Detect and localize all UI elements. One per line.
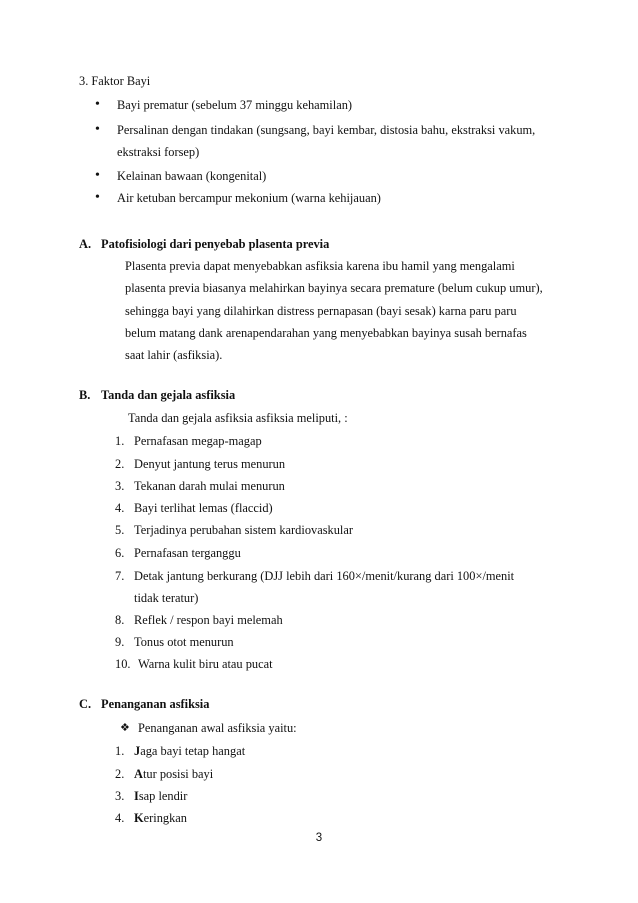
list-number: 9. (115, 635, 125, 649)
list-number: 2. (115, 457, 125, 471)
list-number: 4. (115, 811, 125, 825)
list-item: Pernafasan megap-magap (134, 434, 262, 448)
list-number: 1. (115, 434, 125, 448)
faktor-bayi-item: Persalinan dengan tindakan (sungsang, bayi kembar, distosia bahu, ekstraksi vakum, (117, 123, 536, 137)
section-c-letter: C. (79, 697, 92, 711)
list-item: Pernafasan terganggu (134, 546, 241, 560)
list-item-rest: eringkan (143, 811, 187, 825)
bullet-icon: • (95, 168, 100, 183)
list-number: 6. (115, 546, 125, 560)
list-number: 8. (115, 613, 125, 627)
section-c-title: Penanganan asfiksia (101, 697, 210, 711)
list-item-initial: K (134, 811, 144, 825)
list-item-continued: tidak teratur) (134, 591, 199, 605)
list-number: 5. (115, 523, 125, 537)
list-number: 10. (115, 657, 131, 671)
list-item (134, 743, 245, 759)
section-a-paragraph-line: belum matang dank arenapendarahan yang menyebabkan bayinya susah bernafas (125, 326, 527, 340)
section-a-paragraph-line: Plasenta previa dapat menyebabkan asfiksia karena ibu hamil yang mengalami (125, 259, 515, 273)
section-b-letter: B. (79, 388, 91, 402)
list-number: 4. (115, 501, 125, 515)
list-number: 2. (115, 767, 125, 781)
bullet-icon: • (95, 190, 100, 205)
list-number: 7. (115, 569, 125, 583)
list-item-rest: sap lendir (138, 789, 188, 803)
bullet-icon: • (95, 122, 100, 137)
list-item-rest: tur posisi bayi (142, 767, 214, 781)
list-item (134, 810, 187, 826)
list-number: 3. (115, 479, 125, 493)
list-item: Terjadinya perubahan sistem kardiovaskular (134, 523, 353, 537)
list-item-rest: aga bayi tetap hangat (140, 744, 246, 758)
faktor-bayi-item: Bayi prematur (sebelum 37 minggu kehamilan) (117, 98, 353, 112)
list-item: Bayi terlihat lemas (flaccid) (134, 501, 273, 515)
page-number: 3 (315, 832, 323, 844)
list-item: Reflek / respon bayi melemah (134, 613, 283, 627)
list-item: Detak jantung berkurang (DJJ lebih dari 160×/menit/kurang dari 100×/menit (134, 569, 515, 583)
section-a-paragraph-line: plasenta previa biasanya melahirkan bayinya secara premature (belum cukup umur), (125, 281, 543, 295)
list-item: Tonus otot menurun (134, 635, 234, 649)
section-a-letter: A. (79, 237, 92, 251)
list-item-initial: J (134, 744, 141, 758)
list-item: Warna kulit biru atau pucat (138, 657, 273, 671)
section-a-paragraph-line: sehingga bayi yang dilahirkan distress pernapasan (bayi sesak) karna paru paru (125, 304, 517, 318)
section-c-intro: Penanganan awal asfiksia yaitu: (138, 721, 297, 735)
faktor-bayi-item: Kelainan bawaan (kongenital) (117, 169, 267, 183)
list-item-initial: A (134, 767, 143, 781)
list-number: 3. (115, 789, 125, 803)
faktor-bayi-item-continued: ekstraksi forsep) (117, 145, 200, 159)
list-item: Denyut jantung terus menurun (134, 457, 286, 471)
faktor-bayi-item: Air ketuban bercampur mekonium (warna kehijauan) (117, 191, 381, 205)
section-b-intro: Tanda dan gejala asfiksia asfiksia meliputi, : (128, 411, 348, 425)
faktor-bayi-heading: 3. Faktor Bayi (79, 74, 151, 88)
section-a-title: Patofisiologi dari penyebab plasenta previa (101, 237, 330, 251)
diamond-bullet-icon: ❖ (120, 721, 130, 734)
section-b-title: Tanda dan gejala asfiksia (101, 388, 236, 402)
section-a-paragraph-line: saat lahir (asfiksia). (125, 348, 223, 362)
list-item (134, 788, 187, 804)
list-number: 1. (115, 744, 125, 758)
list-item-initial: I (134, 789, 139, 803)
list-item (134, 766, 213, 782)
list-item: Tekanan darah mulai menurun (134, 479, 285, 493)
bullet-icon: • (95, 97, 100, 112)
